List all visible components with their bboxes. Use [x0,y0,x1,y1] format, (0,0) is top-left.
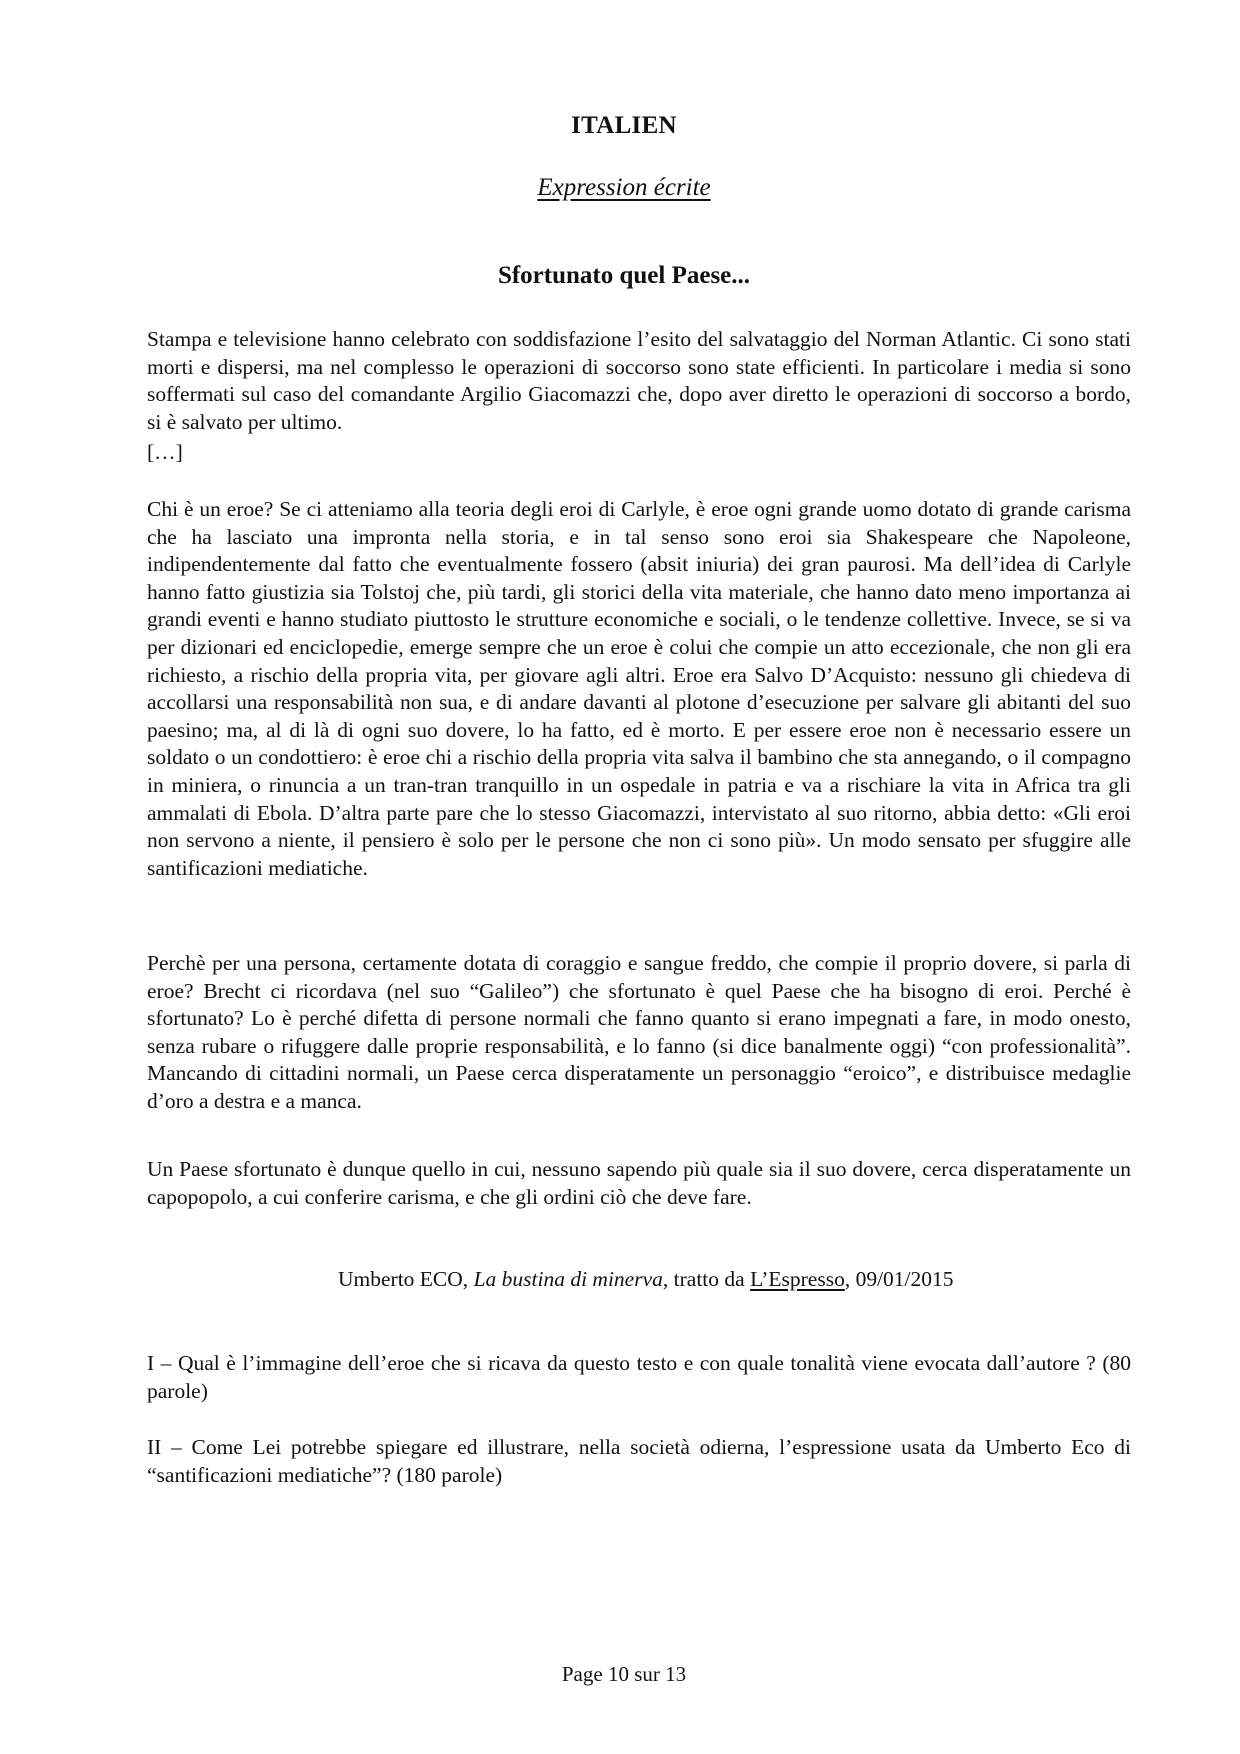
question-2-text: II – Come Lei potrebbe spiegare ed illustrare, nella società odierna, l’espressione usata da Umberto Eco di “santificazioni mediatiche”? (180 parole) [147,1435,1131,1487]
article-source [338,1267,954,1292]
paragraph-brecht-text: Perchè per una persona, certamente dotata di coraggio e sangue freddo, che compie il proprio dovere, si parla di eroe? Brecht ci ricordava (nel suo “Galileo”) che sfortunato è quel Paese che ha bisogno di eroi. Perché è sfortunato? Lo è perché difetta di persone normali che fanno quanto si erano impegnati a fare, in modo onesto, senza rubare o rifuggere dalle proprie responsabilità, e lo fanno (si dice banalmente oggi) “con professionalità”. Mancando di cittadini normali, un Paese cerca disperatamente un personaggio “eroico”, e distribuisce medaglie d’oro a destra e a manca. [147,951,1131,1113]
paragraph-conclusion [147,1156,1131,1211]
source-author: Umberto ECO, [338,1267,469,1291]
omission-marker: […] [147,440,183,464]
paragraph-hero-definition-text: Chi è un eroe? Se ci atteniamo alla teoria degli eroi di Carlyle, è eroe ogni grande uomo dotato di grande carisma che ha lasciato una impronta nella storia, e in tal senso sono eroi sia Shakespeare che Napoleone, indipendentemente dal fatto che eventualmente fossero (absit iniuria) dei gran paurosi. Ma dell’idea di Carlyle hanno fatto giustizia sia Tolstoj che, più tardi, gli storici della vita materiale, che hanno dato meno importanza ai grandi eventi e hanno studiato piuttosto le strutture economiche e sociali, o le tendenze collettive. Invece, se si va per dizionari ed enciclopedie, emerge sempre che un eroe è colui che compie un atto eccezionale, che non gli era richiesto, a rischio della propria vita, per giovare agli altri. Eroe era Salvo D’Acquisto: nessuno gli chiedeva di accollarsi una responsabilità non sua, e di andare davanti al plotone d’esecuzione per salvare gli abitanti del suo paesino; ma, al di là di ogni suo dovere, lo ha fatto, ed è morto. E per essere eroe non è necessario essere un soldato o un condottiero: è eroe chi a rischio della propria vita salva il bambino che sta annegando, o il compagno in miniera, o rinuncia a un tran-tran tranquillo in un ospedale in patria e va a rischiare la vita in Africa tra gli ammalati di Ebola. D’altra parte pare che lo stesso Giacomazzi, intervistato al suo ritorno, abbia detto: «Gli eroi non servono a niente, il pensiero è solo per le persone che non ci sono più». Un modo sensato per sfuggire alle santificazioni mediatiche. [147,497,1131,880]
page-number: Page 10 sur 13 [561,1662,687,1686]
source-middle: , tratto da [662,1267,751,1291]
question-1 [147,1350,1131,1405]
question-1-text: I – Qual è l’immagine dell’eroe che si ricava da questo testo e con quale tonalità viene evocata dall’autore ? (80 parole) [147,1351,1131,1403]
source-date: , 09/01/2015 [844,1267,954,1291]
paragraph-intro-text: Stampa e televisione hanno celebrato con soddisfazione l’esito del salvataggio del Norman Atlantic. Ci sono stati morti e dispersi, ma nel complesso le operazioni di soccorso sono state efficienti. In particolare i media si sono soffermati sul caso del comandante Argilio Giacomazzi che, dopo aver diretto le operazioni di soccorso a bordo, si è salvato per ultimo. [147,327,1131,434]
question-2 [147,1434,1131,1489]
subject-heading: ITALIEN [571,112,677,139]
paragraph-intro [147,326,1131,436]
source-publication: L’Espresso [750,1267,845,1291]
source-work: La bustina di minerva [473,1267,663,1291]
exercise-subtitle [0,174,1240,202]
exercise-subtitle-text: Expression écrite [537,174,711,201]
paragraph-brecht [147,950,1131,1116]
article-title: Sfortunato quel Paese... [497,262,751,289]
paragraph-conclusion-text: Un Paese sfortunato è dunque quello in cui, nessuno sapendo più quale sia il suo dovere, cerca disperatamente un capopopolo, a cui conferire carisma, e che gli ordini ciò che deve fare. [147,1157,1131,1209]
paragraph-hero-definition [147,496,1131,882]
